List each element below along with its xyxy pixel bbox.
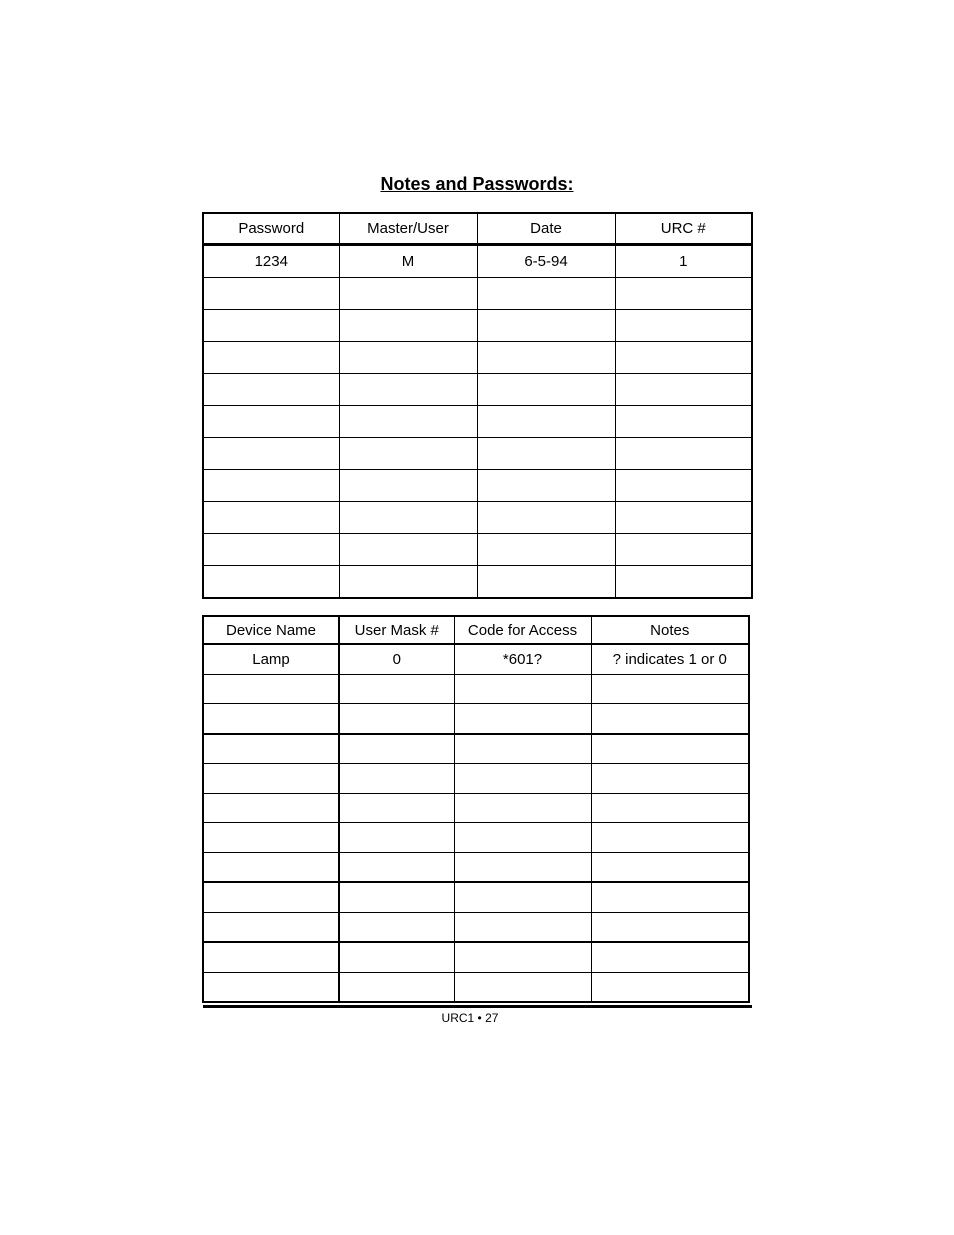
table-row <box>203 734 749 764</box>
table-row <box>203 912 749 942</box>
page-title: Notes and Passwords: <box>380 174 574 194</box>
table-cell <box>615 566 752 599</box>
table-cell <box>203 470 339 502</box>
table-cell <box>203 852 339 882</box>
table-cell <box>477 374 615 406</box>
table-cell <box>591 882 749 912</box>
table-row <box>203 406 752 438</box>
table-cell <box>339 502 477 534</box>
table-cell <box>591 734 749 764</box>
table-cell <box>203 374 339 406</box>
table-row <box>203 566 752 599</box>
table-cell: 1 <box>615 245 752 278</box>
table-cell <box>339 852 454 882</box>
table-cell <box>591 852 749 882</box>
table-cell <box>591 793 749 823</box>
table-cell <box>454 942 591 972</box>
table-cell <box>454 972 591 1002</box>
table-header-row <box>203 213 752 245</box>
table-cell <box>203 882 339 912</box>
table-cell <box>477 310 615 342</box>
table-row <box>203 534 752 566</box>
table-cell <box>339 704 454 734</box>
table-row <box>203 704 749 734</box>
table-cell <box>203 972 339 1002</box>
table-cell <box>477 406 615 438</box>
table-cell <box>339 406 477 438</box>
table-cell <box>203 534 339 566</box>
table-cell <box>591 704 749 734</box>
table-row <box>203 852 749 882</box>
table-cell <box>591 942 749 972</box>
table-cell <box>477 470 615 502</box>
table-cell <box>203 734 339 764</box>
table-cell <box>203 566 339 599</box>
table-cell <box>477 438 615 470</box>
table-cell <box>591 674 749 704</box>
table-cell <box>339 882 454 912</box>
table-cell <box>203 310 339 342</box>
table-cell <box>339 942 454 972</box>
table-cell <box>454 764 591 794</box>
table-cell <box>203 793 339 823</box>
table-cell <box>203 764 339 794</box>
footer-rule <box>203 1005 752 1008</box>
table-cell <box>454 823 591 853</box>
table-cell: Lamp <box>203 644 339 674</box>
table-cell <box>339 823 454 853</box>
column-header: Code for Access <box>454 616 591 644</box>
table-cell <box>454 734 591 764</box>
table-cell <box>477 502 615 534</box>
column-header: Date <box>477 213 615 245</box>
table-cell <box>203 502 339 534</box>
table-cell <box>339 764 454 794</box>
column-header: Device Name <box>203 616 339 644</box>
table-cell <box>615 406 752 438</box>
table-row <box>203 502 752 534</box>
table-cell <box>454 704 591 734</box>
table-cell <box>339 972 454 1002</box>
table-cell <box>615 342 752 374</box>
table-cell <box>203 406 339 438</box>
table-cell <box>339 566 477 599</box>
table-cell <box>203 912 339 942</box>
table-cell <box>339 912 454 942</box>
table-cell <box>454 852 591 882</box>
table-cell <box>339 793 454 823</box>
table-row <box>203 674 749 704</box>
table-cell: 6-5-94 <box>477 245 615 278</box>
table-cell <box>615 278 752 310</box>
table-cell <box>454 882 591 912</box>
table-row <box>203 942 749 972</box>
table-cell <box>203 823 339 853</box>
table-row <box>203 470 752 502</box>
table-cell <box>203 674 339 704</box>
table-cell <box>339 674 454 704</box>
table-row <box>203 764 749 794</box>
table-cell <box>339 374 477 406</box>
table-cell <box>615 310 752 342</box>
table-row <box>203 342 752 374</box>
table-row <box>203 245 752 278</box>
table-cell <box>339 310 477 342</box>
table-cell <box>591 764 749 794</box>
table-cell: 0 <box>339 644 454 674</box>
table-cell <box>454 912 591 942</box>
table-cell <box>339 438 477 470</box>
table-row <box>203 438 752 470</box>
table-cell: M <box>339 245 477 278</box>
table-row <box>203 823 749 853</box>
table-row <box>203 310 752 342</box>
password-table <box>202 212 753 599</box>
table-cell <box>591 823 749 853</box>
table-cell: 1234 <box>203 245 339 278</box>
table-row <box>203 278 752 310</box>
page-footer: URC1 • 27 <box>441 1011 499 1025</box>
table-cell <box>477 566 615 599</box>
table-cell <box>339 470 477 502</box>
table-cell <box>477 278 615 310</box>
table-cell <box>615 502 752 534</box>
table-cell <box>477 534 615 566</box>
column-header: URC # <box>615 213 752 245</box>
table-row <box>203 972 749 1002</box>
table-cell <box>339 342 477 374</box>
table-cell: ? indicates 1 or 0 <box>591 644 749 674</box>
column-header: Notes <box>591 616 749 644</box>
table-cell <box>615 374 752 406</box>
column-header: User Mask # <box>339 616 454 644</box>
table-cell <box>454 793 591 823</box>
device-table <box>202 615 750 1003</box>
table-cell <box>615 534 752 566</box>
table-cell <box>203 342 339 374</box>
table-cell <box>203 704 339 734</box>
table-cell <box>339 278 477 310</box>
table-header-row <box>203 616 749 644</box>
table-cell <box>339 534 477 566</box>
column-header: Master/User <box>339 213 477 245</box>
table-cell <box>615 470 752 502</box>
table-cell <box>591 972 749 1002</box>
column-header: Password <box>203 213 339 245</box>
table-cell <box>339 734 454 764</box>
table-cell <box>615 438 752 470</box>
table-row <box>203 882 749 912</box>
table-row <box>203 793 749 823</box>
table-cell <box>477 342 615 374</box>
table-cell: *601? <box>454 644 591 674</box>
table-row <box>203 644 749 674</box>
table-cell <box>203 278 339 310</box>
table-cell <box>454 674 591 704</box>
table-cell <box>203 942 339 972</box>
table-cell <box>203 438 339 470</box>
table-cell <box>591 912 749 942</box>
table-row <box>203 374 752 406</box>
